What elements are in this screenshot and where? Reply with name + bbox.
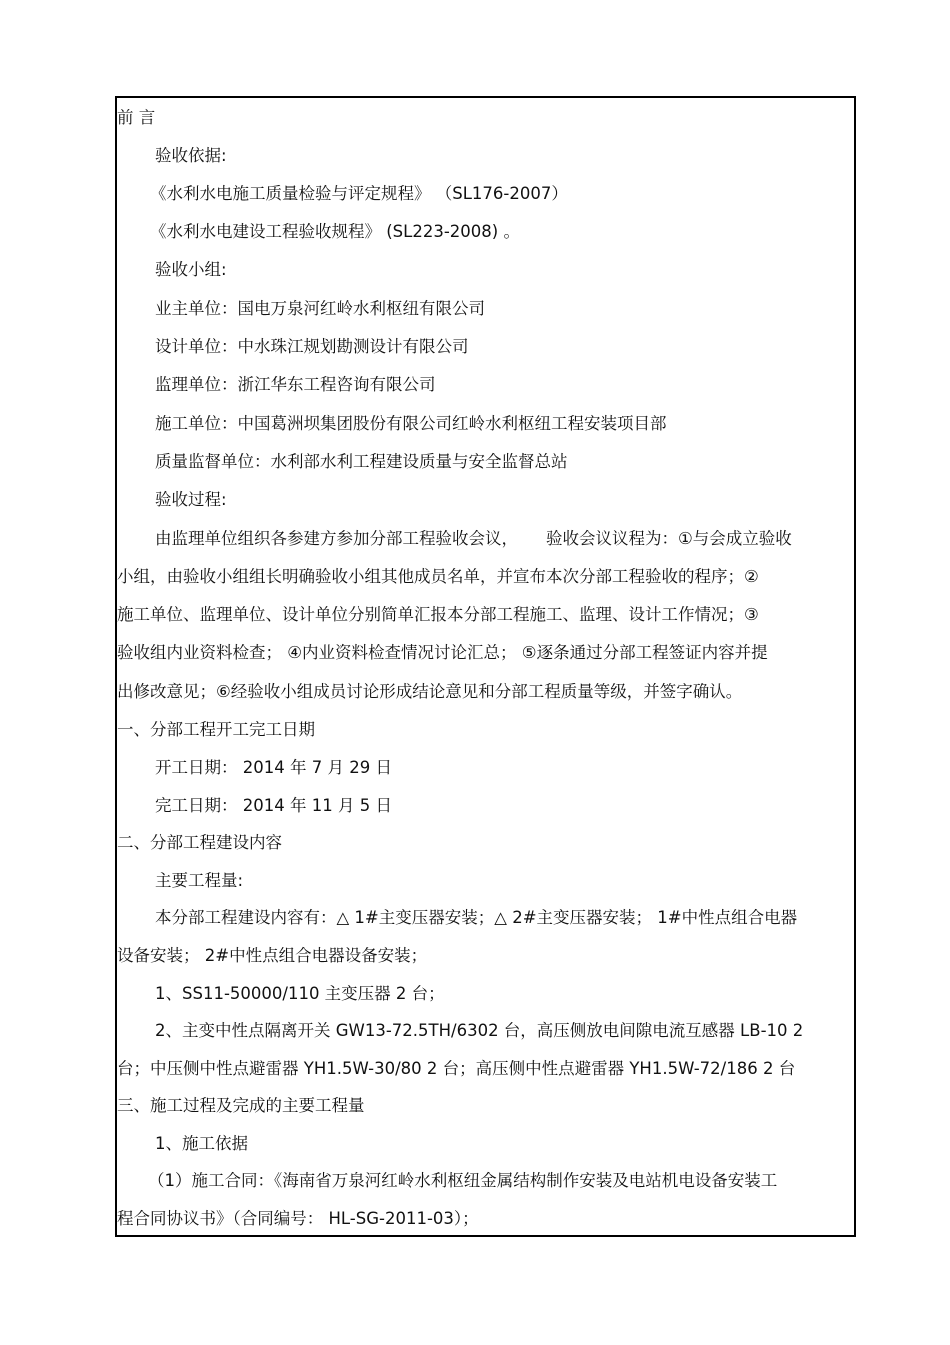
owner-unit: 业主单位：国电万泉河红岭水利枢纽有限公司 <box>155 299 485 318</box>
contract-line-2: 程合同协议书》（合同编号： HL-SG-2011-03）； <box>117 1209 479 1228</box>
process-line-3: 施工单位、监理单位、设计单位分别简单汇报本分部工程施工、监理、设计工作情况；③ <box>117 605 759 624</box>
contract-line-1: （1）施工合同：《海南省万泉河红岭水利枢纽金属结构制作安装及电站机电设备安装工 <box>148 1171 778 1190</box>
group-title: 验收小组: <box>155 260 227 279</box>
end-date: 完工日期： 2014 年 11 月 5 日 <box>155 796 392 815</box>
preface-heading: 前 言 <box>117 108 156 127</box>
content-line-1: 本分部工程建设内容有：△ 1#主变压器安装；△ 2#主变压器安装； 1#中性点组合电器 <box>155 908 798 927</box>
item-2-line-2: 台；中压侧中性点避雷器 YH1.5W-30/80 2 台；高压侧中性点避雷器 YH1.5W-72/186 2 台 <box>117 1059 796 1078</box>
basis-item-2: 《水利水电建设工程验收规程》 (SL223-2008) 。 <box>150 222 520 241</box>
supervision-unit: 监理单位：浙江华东工程咨询有限公司 <box>155 375 436 394</box>
process-line-1 <box>155 529 855 549</box>
item-2-line-1: 2、主变中性点隔离开关 GW13-72.5TH/6302 台，高压侧放电间隙电流互感器 LB-10 2 <box>155 1021 804 1040</box>
section-2-heading: 二、分部工程建设内容 <box>117 833 282 852</box>
basis-subheading: 1、施工依据 <box>155 1134 248 1153</box>
process-line-1a: 由监理单位组织各参建方参加分部工程验收会议， <box>155 529 518 548</box>
basis-title: 验收依据: <box>155 146 227 165</box>
quality-supervision-unit: 质量监督单位：水利部水利工程建设质量与安全监督总站 <box>155 452 568 471</box>
section-1-heading: 一、分部工程开工完工日期 <box>117 720 315 739</box>
design-unit: 设计单位：中水珠江规划勘测设计有限公司 <box>155 337 469 356</box>
basis-item-1: 《水利水电施工质量检验与评定规程》 （SL176-2007） <box>150 184 568 203</box>
process-title: 验收过程: <box>155 490 227 509</box>
construction-unit: 施工单位：中国葛洲坝集团股份有限公司红岭水利枢纽工程安装项目部 <box>155 414 667 433</box>
process-line-4: 验收组内业资料检查； ④内业资料检查情况讨论汇总； ⑤逐条通过分部工程签证内容并提 <box>117 643 768 662</box>
process-line-5: 出修改意见；⑥经验收小组成员讨论形成结论意见和分部工程质量等级，并签字确认。 <box>117 682 743 701</box>
item-1: 1、SS11-50000/110 主变压器 2 台； <box>155 984 445 1003</box>
process-line-1b: 验收会议议程为：①与会成立验收 <box>546 529 792 548</box>
content-line-2: 设备安装； 2#中性点组合电器设备安装； <box>117 946 428 965</box>
main-quantity-title: 主要工程量: <box>155 871 244 890</box>
section-3-heading: 三、施工过程及完成的主要工程量 <box>117 1096 365 1115</box>
start-date: 开工日期： 2014 年 7 月 29 日 <box>155 758 392 777</box>
process-line-2: 小组，由验收小组组长明确验收小组其他成员名单，并宣布本次分部工程验收的程序；② <box>117 567 759 586</box>
